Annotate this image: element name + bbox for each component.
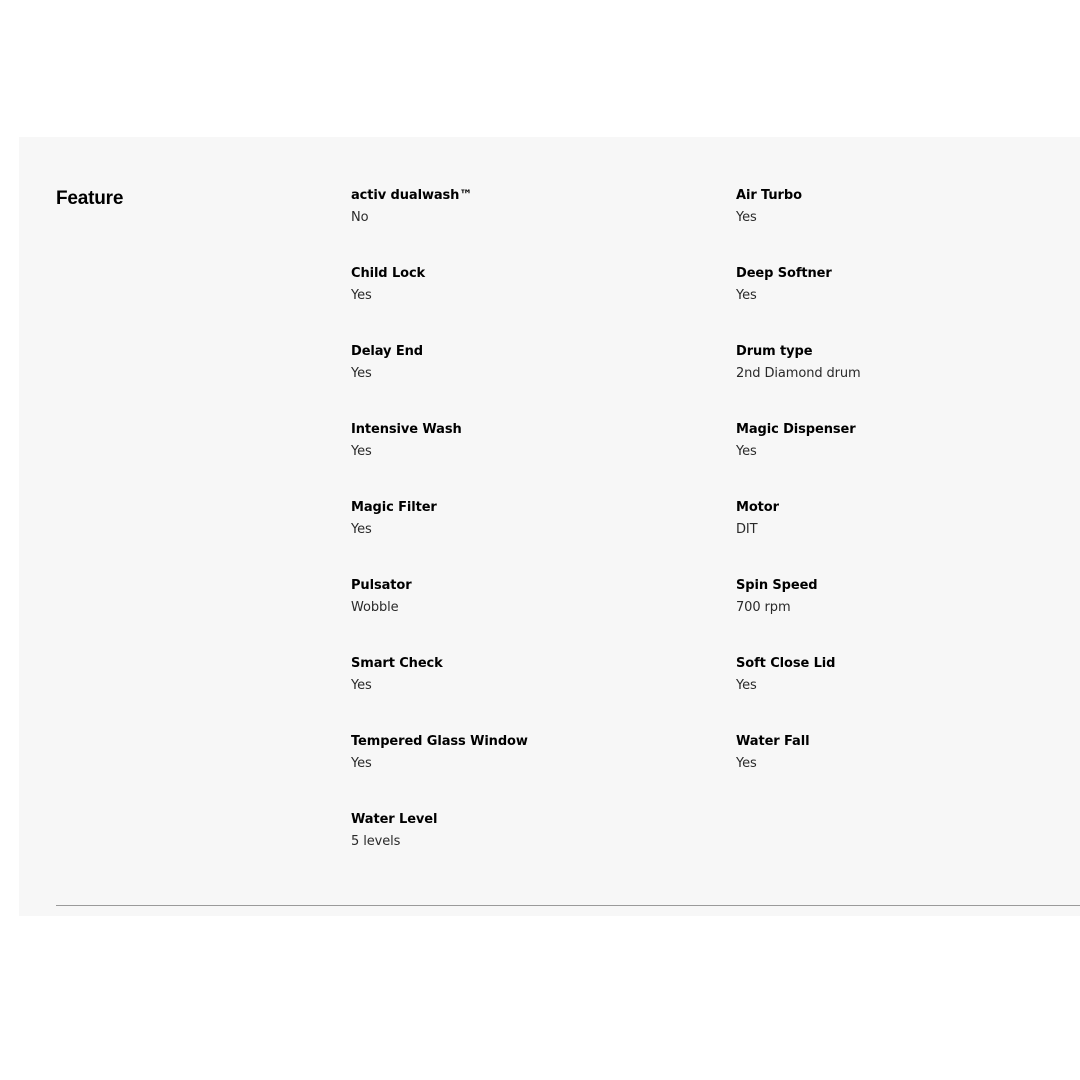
spec-value: Yes (351, 444, 372, 459)
spec-value: No (351, 210, 369, 225)
spec-item-smart-check (351, 653, 736, 731)
spec-item-delay-end (351, 341, 736, 419)
spec-label: Pulsator (351, 578, 412, 593)
spec-value: Yes (736, 444, 757, 459)
spec-value: Yes (351, 366, 372, 381)
spec-label: Deep Softner (736, 266, 832, 281)
spec-value: Yes (351, 288, 372, 303)
spec-value: Yes (736, 210, 757, 225)
spec-label: Water Fall (736, 734, 810, 749)
spec-item-magic-filter (351, 497, 736, 575)
spec-value: DIT (736, 522, 758, 537)
spec-label: Smart Check (351, 656, 443, 671)
spec-value: Yes (736, 756, 757, 771)
spec-value: Wobble (351, 600, 399, 615)
section-divider (56, 905, 1080, 906)
spec-value: 5 levels (351, 834, 401, 849)
spec-item-intensive-wash (351, 419, 736, 497)
spec-value: 700 rpm (736, 600, 791, 615)
spec-item-drum-type (736, 341, 1080, 419)
spec-item-tempered-glass-window (351, 731, 736, 809)
spec-value: 2nd Diamond drum (736, 366, 861, 381)
spec-label: Motor (736, 500, 779, 515)
spec-label: Magic Filter (351, 500, 437, 515)
spec-item-spin-speed (736, 575, 1080, 653)
spec-item-soft-close-lid (736, 653, 1080, 731)
spec-value: Yes (351, 756, 372, 771)
spec-value: Yes (736, 678, 757, 693)
spec-label: activ dualwash™ (351, 188, 473, 203)
spec-grid (351, 185, 1080, 887)
spec-label: Tempered Glass Window (351, 734, 528, 749)
spec-value: Yes (736, 288, 757, 303)
spec-item-air-turbo (736, 185, 1080, 263)
spec-item-deep-softner (736, 263, 1080, 341)
spec-item-child-lock (351, 263, 736, 341)
spec-label: Water Level (351, 812, 438, 827)
spec-value: Yes (351, 522, 372, 537)
spec-label: Delay End (351, 344, 423, 359)
spec-item-pulsator (351, 575, 736, 653)
spec-label: Spin Speed (736, 578, 818, 593)
spec-item-motor (736, 497, 1080, 575)
spec-item-magic-dispenser (736, 419, 1080, 497)
spec-label: Drum type (736, 344, 813, 359)
spec-item-activ-dualwash (351, 185, 736, 263)
spec-item-water-fall (736, 731, 1080, 809)
spec-label: Air Turbo (736, 188, 802, 203)
spec-panel (19, 137, 1080, 916)
spec-label: Magic Dispenser (736, 422, 856, 437)
spec-label: Child Lock (351, 266, 426, 281)
section-title: Feature (56, 188, 124, 209)
spec-value: Yes (351, 678, 372, 693)
spec-label: Intensive Wash (351, 422, 462, 437)
spec-item-water-level (351, 809, 736, 887)
spec-label: Soft Close Lid (736, 656, 836, 671)
